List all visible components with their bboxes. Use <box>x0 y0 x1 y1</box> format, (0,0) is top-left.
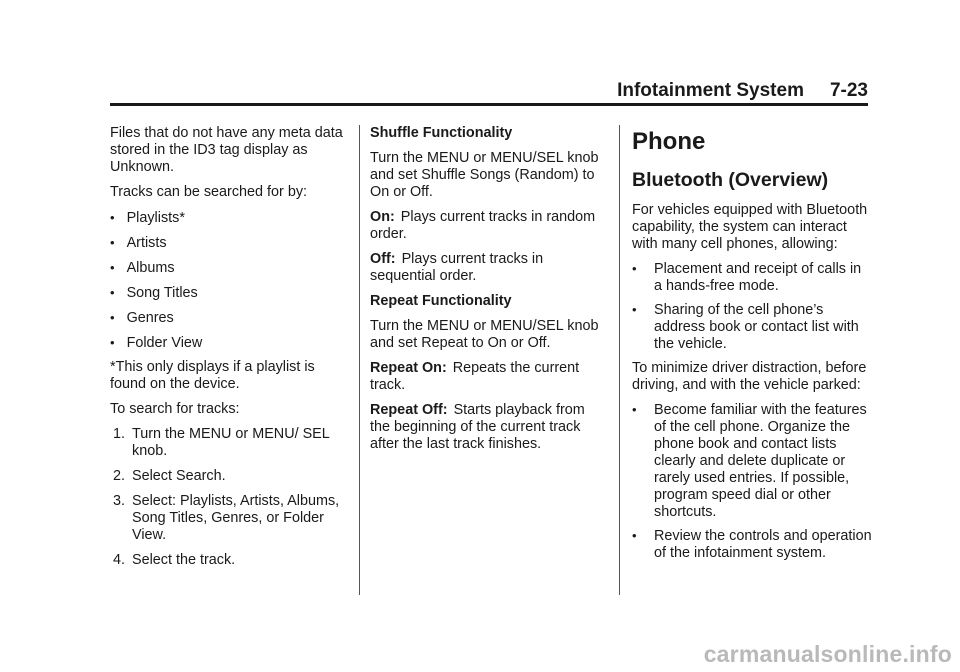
list-item: • Artists <box>110 235 167 251</box>
safety-tips-list <box>632 402 872 562</box>
repeat-heading: Repeat Functionality <box>370 293 512 309</box>
step-item: 3. Select: Playlists, Artists, Albums, Song Titles, Genres, or Folder View. <box>113 493 340 543</box>
bullet-icon: • <box>632 261 637 276</box>
playlist-note: *This only displays if a playlist is found on the device. <box>110 359 315 392</box>
shuffle-heading: Shuffle Functionality <box>370 125 513 141</box>
search-criteria-list <box>110 209 350 352</box>
column-divider-2 <box>619 125 620 595</box>
bluetooth-intro: For vehicles equipped with Bluetooth capability, the system can interact with many cell phones, allowing: <box>632 202 868 252</box>
minimize-distraction-paragraph: To minimize driver distraction, before driving, and with the vehicle parked: <box>632 360 867 393</box>
bullet-icon: • <box>110 235 115 250</box>
step-item: 2. Select Search. <box>113 468 226 484</box>
page-header <box>110 80 868 102</box>
list-item: • Placement and receipt of calls in a hands-free mode. <box>632 261 862 294</box>
column-1 <box>110 125 350 577</box>
bluetooth-features-list <box>632 261 872 353</box>
watermark: carmanualsonline.info <box>703 641 952 667</box>
bullet-icon: • <box>632 302 637 317</box>
step-item: 4. Select the track. <box>113 552 236 568</box>
list-item: • Review the controls and operation of the infotainment system. <box>632 528 872 561</box>
bullet-icon: • <box>110 310 115 325</box>
shuffle-on-definition: On: Plays current tracks in random order. <box>370 209 596 242</box>
step-item: 1. Turn the MENU or MENU/ SEL knob. <box>113 426 330 459</box>
repeat-off-definition: Repeat Off: Starts playback from the beginning of the current track after the last track finishes. <box>370 402 585 452</box>
bullet-icon: • <box>110 210 115 225</box>
page-number: 7-23 <box>829 80 868 101</box>
shuffle-off-definition: Off: Plays current tracks in sequential order. <box>370 251 544 284</box>
list-item: • Sharing of the cell phone’s address book or contact list with the vehicle. <box>632 302 859 352</box>
shuffle-paragraph: Turn the MENU or MENU/SEL knob and set Shuffle Songs (Random) to On or Off. <box>370 150 599 200</box>
column-3 <box>632 125 872 569</box>
search-steps <box>110 426 350 569</box>
chapter-title: Phone <box>632 128 706 155</box>
meta-data-paragraph: Files that do not have any meta data stored in the ID3 tag display as Unknown. <box>110 125 343 175</box>
bullet-icon: • <box>110 335 115 350</box>
section-title: Infotainment System <box>617 80 804 101</box>
bullet-icon: • <box>632 528 637 543</box>
list-item: • Albums <box>110 260 175 276</box>
list-item: • Folder View <box>110 335 203 351</box>
header-rule <box>110 103 868 106</box>
column-2 <box>370 125 608 461</box>
list-item: • Genres <box>110 310 174 326</box>
list-item: • Song Titles <box>110 285 198 301</box>
repeat-paragraph: Turn the MENU or MENU/SEL knob and set Repeat to On or Off. <box>370 318 599 351</box>
bullet-icon: • <box>110 260 115 275</box>
to-search-paragraph: To search for tracks: <box>110 401 240 417</box>
search-by-paragraph: Tracks can be searched for by: <box>110 184 308 200</box>
repeat-on-definition: Repeat On: Repeats the current track. <box>370 360 580 393</box>
column-divider-1 <box>359 125 360 595</box>
bullet-icon: • <box>110 285 115 300</box>
bullet-icon: • <box>632 402 637 417</box>
list-item: • Become familiar with the features of the cell phone. Organize the phone book and contact lists clearly and delete duplicate or rarely used entries. If possible, program speed dial or other shortcuts. <box>632 402 867 520</box>
section-title: Bluetooth (Overview) <box>632 169 829 191</box>
list-item: • Playlists* <box>110 210 185 226</box>
